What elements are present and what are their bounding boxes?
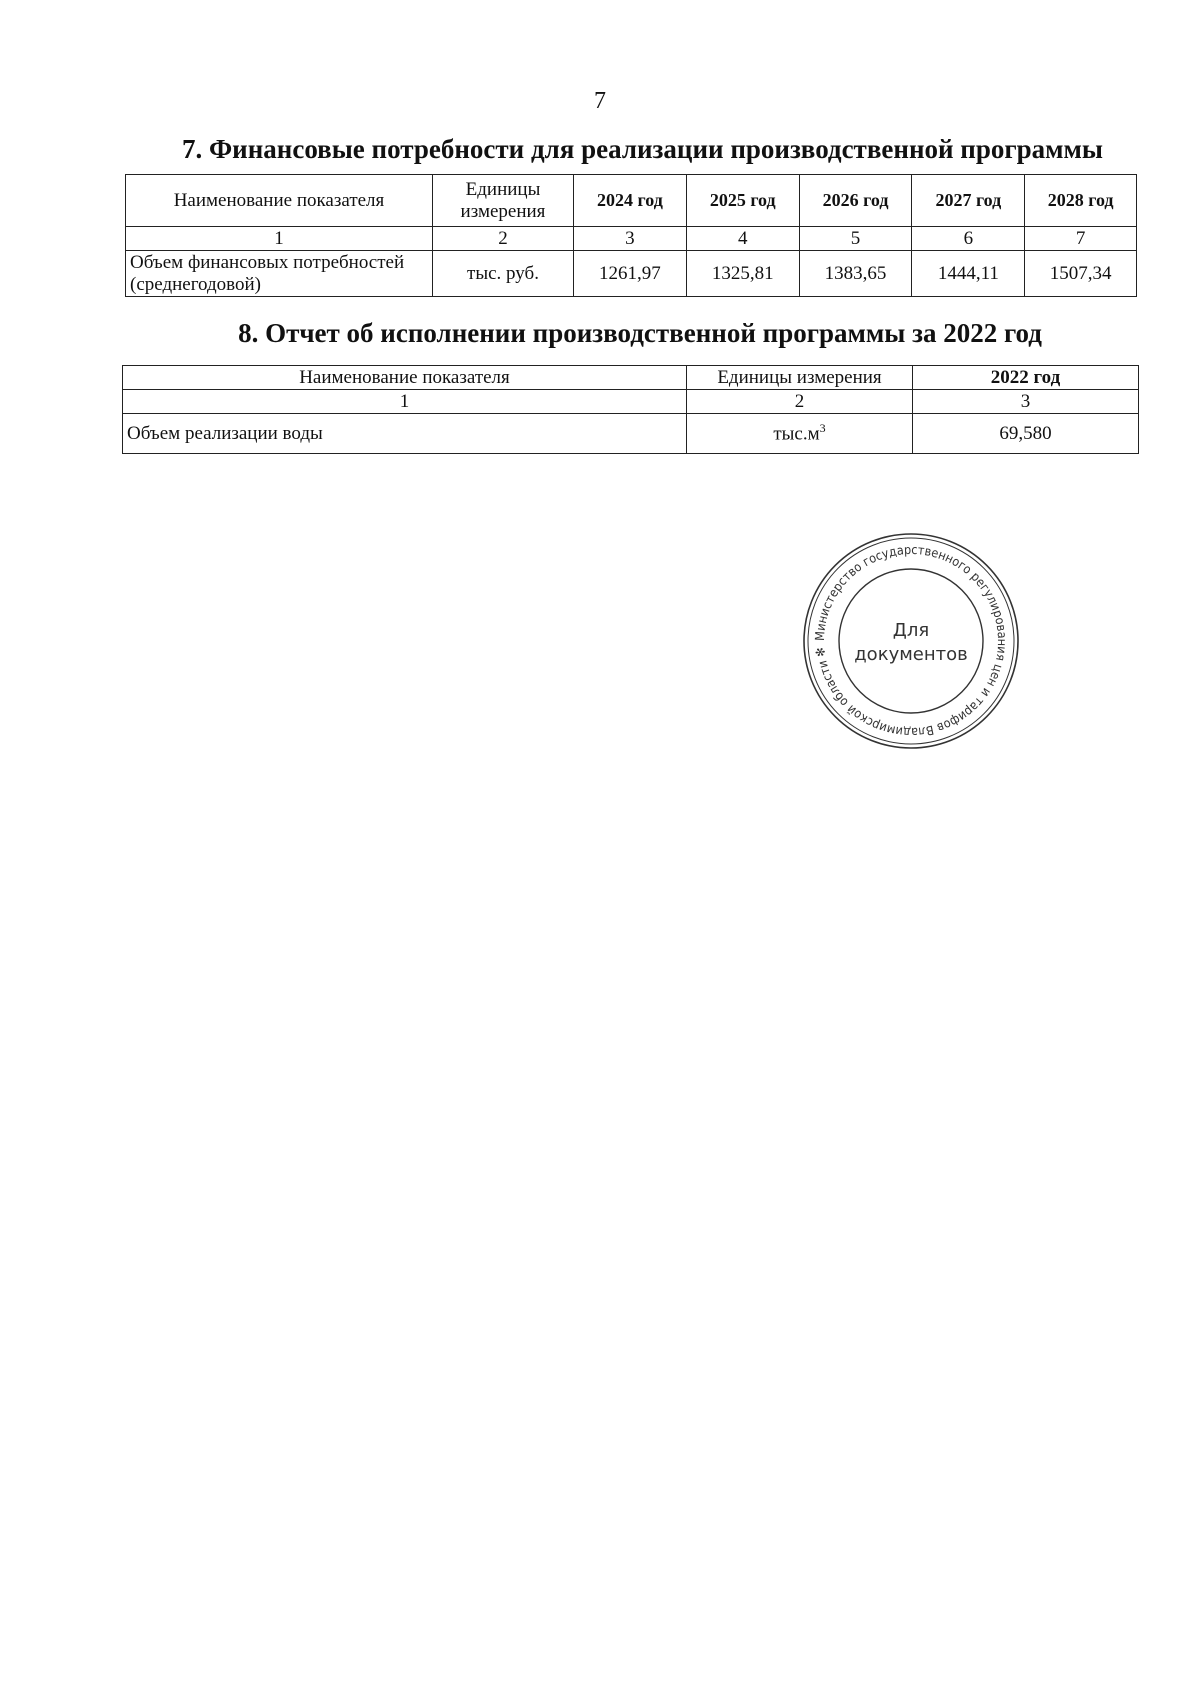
unit-superscript: 3 [819,420,826,435]
column-number: 2 [432,227,573,251]
stamp-ring-text: Министерство государственного регулирования цен и тарифов Владимирской области ✻ [811,541,1011,741]
value-cell: 1325,81 [686,251,799,297]
column-number: 7 [1025,227,1137,251]
page-number: 7 [594,88,606,114]
header-year: 2027 год [912,175,1025,227]
column-number-row [126,227,1137,251]
header-year: 2025 год [686,175,799,227]
table-row [126,251,1137,297]
header-year: 2024 год [574,175,687,227]
column-number-row [123,390,1139,414]
program-report-table [122,365,1139,454]
unit-cell: тыс. руб. [432,251,573,297]
section-8-title: 8. Отчет об исполнении производственной программы за 2022 год [238,318,1042,348]
header-units: Единицы измерения [687,366,913,390]
official-stamp [800,530,1022,752]
header-year: 2026 год [799,175,912,227]
column-number: 6 [912,227,1025,251]
column-number: 3 [574,227,687,251]
column-number: 1 [126,227,433,251]
value-cell: 1383,65 [799,251,912,297]
section-7-title: 7. Финансовые потребности для реализации производственной программы [181,134,1104,164]
unit-cell [687,414,913,454]
header-year: 2028 год [1025,175,1137,227]
column-number: 5 [799,227,912,251]
table-header-row [126,175,1137,227]
table-header-row [123,366,1139,390]
stamp-center-line1: Для [892,620,930,641]
column-number: 3 [913,390,1139,414]
column-number: 4 [686,227,799,251]
value-cell: 1444,11 [912,251,1025,297]
value-cell: 69,580 [913,414,1139,454]
column-number: 1 [123,390,687,414]
header-indicator-name: Наименование показателя [126,175,433,227]
value-cell: 1261,97 [574,251,687,297]
financial-needs-table [125,174,1137,297]
column-number: 2 [687,390,913,414]
indicator-name: Объем реализации воды [123,414,687,454]
indicator-name: Объем финансовых потребностей (среднегодовой) [126,251,433,297]
stamp-center-line2: документов [854,644,968,665]
header-units: Единицы измерения [432,175,573,227]
header-indicator-name: Наименование показателя [123,366,687,390]
table-row [123,414,1139,454]
header-year: 2022 год [913,366,1139,390]
unit-base: тыс.м [773,423,820,445]
value-cell: 1507,34 [1025,251,1137,297]
